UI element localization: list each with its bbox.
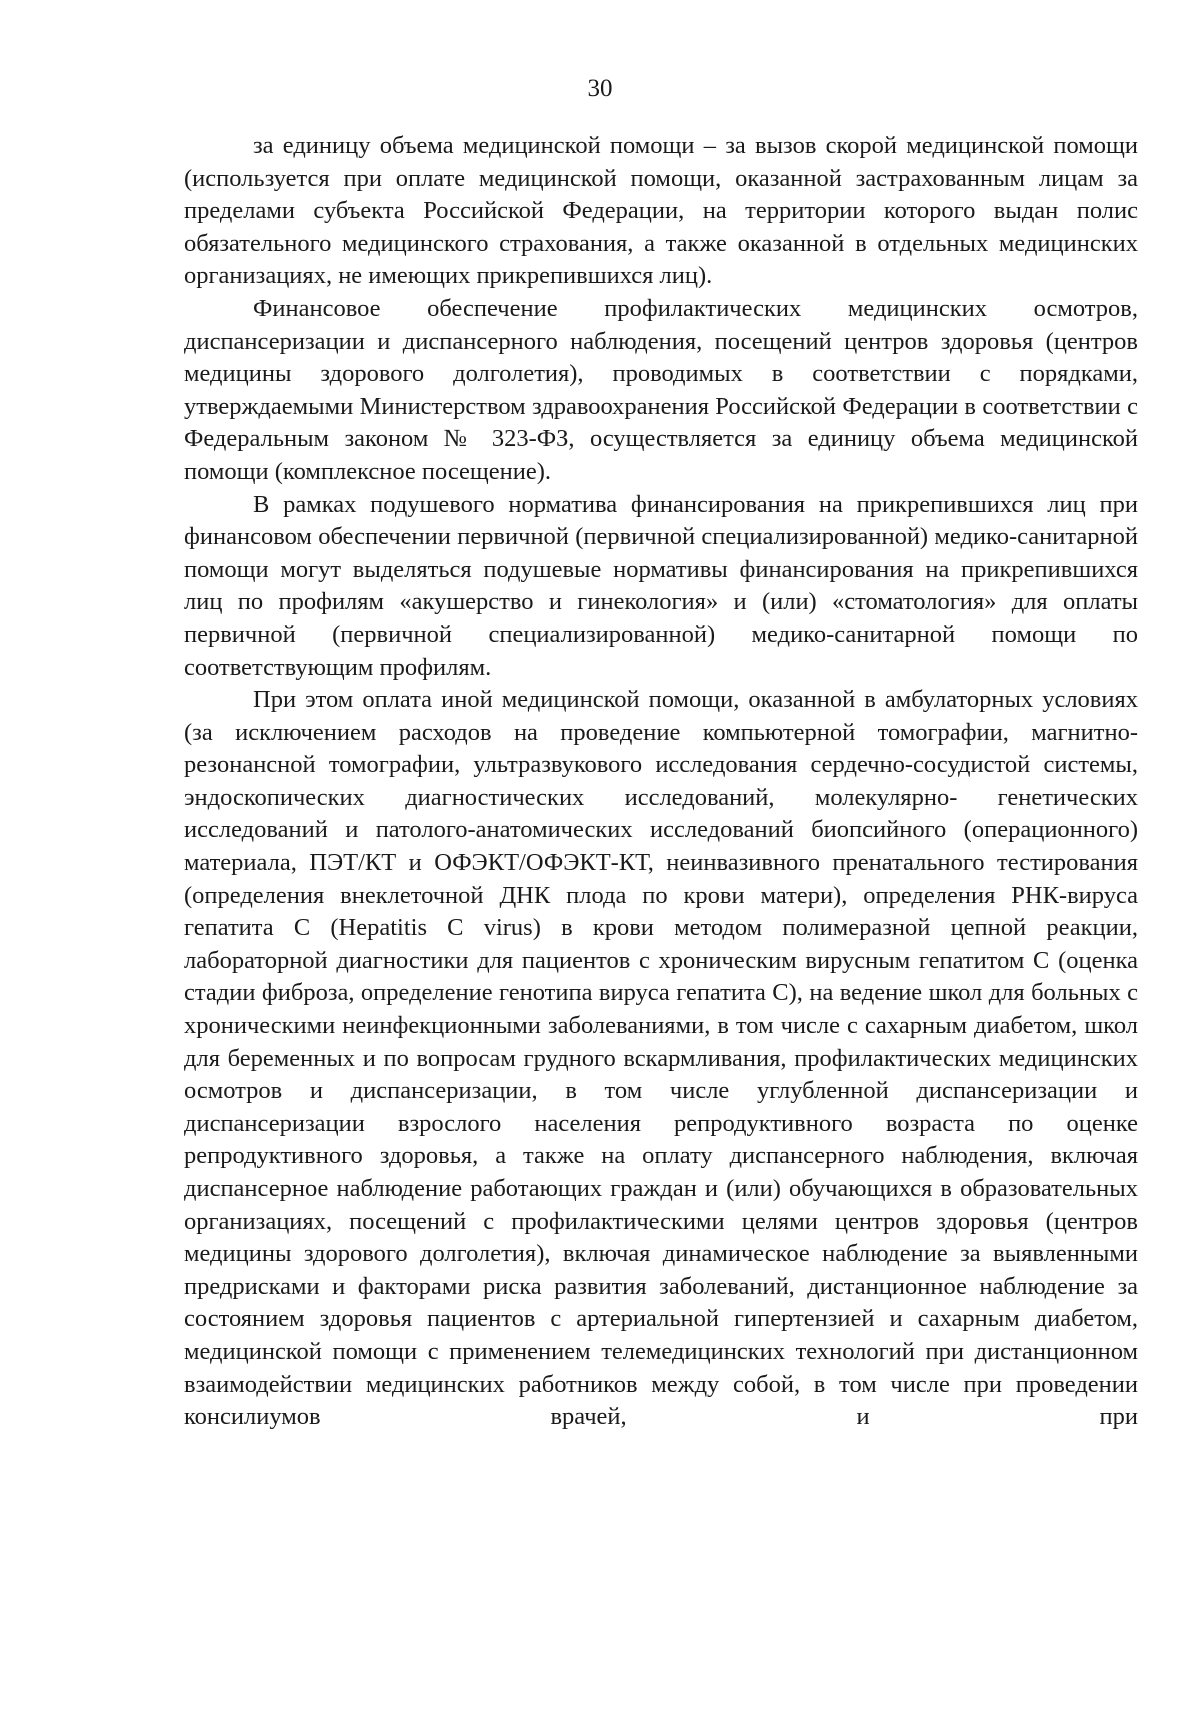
document-body <box>184 130 1138 1434</box>
paragraph-payment-other-care: При этом оплата иной медицинской помощи, оказанной в амбулаторных условиях (за исключением расходов на проведение компьютерной томографии, магнитно-резонансной томографии, ультразвукового исследования сердечно-сосудистой системы, эндоскопических диагностических исследований, молекулярно- генетических исследований и патолого-анатомических исследований биопсийного (операционного) материала, ПЭТ/КТ и ОФЭКТ/ОФЭКТ-КТ, неинвазивного пренатального тестирования (определения внеклеточной ДНК плода по крови матери), определения РНК-вируса гепатита C (Hepatitis C virus) в крови методом полимеразной цепной реакции, лабораторной диагностики для пациентов с хроническим вирусным гепатитом C (оценка стадии фиброза, определение генотипа вируса гепатита C), на ведение школ для больных с хроническими неинфекционными заболеваниями, в том числе с сахарным диабетом, школ для беременных и по вопросам грудного вскармливания, профилактических медицинских осмотров и диспансеризации, в том числе углубленной диспансеризации и диспансеризации взрослого населения репродуктивного возраста по оценке репродуктивного здоровья, а также на оплату диспансерного наблюдения, включая диспансерное наблюдение работающих граждан и (или) обучающихся в образовательных организациях, посещений с профилактическими целями центров здоровья (центров медицины здорового долголетия), включая динамическое наблюдение за выявленными предрисками и факторами риска развития заболеваний, дистанционное наблюдение за состоянием здоровья пациентов с артериальной гипертензией и сахарным диабетом, медицинской помощи с применением телемедицинских технологий при дистанционном взаимодействии медицинских работников между собой, в том числе при проведении консилиумов врачей, и при <box>184 686 1138 1431</box>
paragraph-financial-support: Финансовое обеспечение профилактических медицинских осмотров, диспансеризации и диспансерного наблюдения, посещений центров здоровья (центров медицины здорового долголетия), проводимых в соответствии с порядками, утверждаемыми Министерством здравоохранения Российской Федерации в соответствии с Федеральным законом № 323-ФЗ, осуществляется за единицу объема медицинской помощи (комплексное посещение). <box>184 294 1138 485</box>
paragraph-unit-of-volume: за единицу объема медицинской помощи – за вызов скорой медицинской помощи (используется при оплате медицинской помощи, оказанной застрахованным лицам за пределами субъекта Российской Федерации, на территории которого выдан полис обязательного медицинского страхования, а также оказанной в отдельных медицинских организациях, не имеющих прикрепившихся лиц). <box>184 132 1138 290</box>
page-number: 30 <box>587 75 613 102</box>
paragraph-per-capita-standard: В рамках подушевого норматива финансирования на прикрепившихся лиц при финансовом обеспечении первичной (первичной специализированной) медико-санитарной помощи могут выделяться подушевые нормативы финансирования на прикрепившихся лиц по профилям «акушерство и гинекология» и (или) «стоматология» для оплаты первичной (первичной специализированной) медико-санитарной помощи по соответствующим профилям. <box>184 490 1138 681</box>
